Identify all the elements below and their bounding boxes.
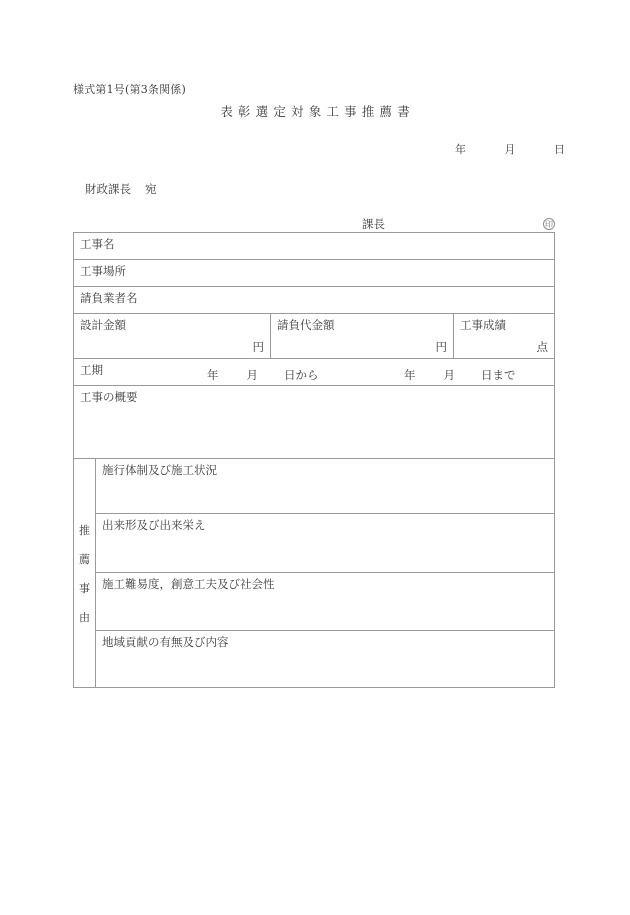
reasons-vertical-label bbox=[74, 459, 96, 688]
recommendation-form-table bbox=[73, 232, 555, 688]
term-to-date bbox=[404, 367, 516, 383]
date-line bbox=[455, 141, 565, 157]
addressee-line bbox=[85, 181, 157, 197]
contractor-label: 請負業者名 bbox=[80, 291, 138, 305]
signer-row bbox=[73, 216, 555, 232]
reason-label-construction-system: 施行体制及び施工状況 bbox=[102, 463, 217, 477]
table-row-amounts bbox=[74, 314, 554, 359]
term-from-year-label: 年 bbox=[207, 368, 219, 382]
reason-row-community-contribution[interactable] bbox=[96, 631, 554, 688]
table-row-reasons bbox=[74, 459, 554, 688]
work-place-label: 工事場所 bbox=[80, 264, 126, 278]
term-to-year-label: 年 bbox=[404, 368, 416, 382]
term-label: 工期 bbox=[80, 363, 103, 377]
reason-row-workmanship[interactable] bbox=[96, 514, 554, 573]
outline-label: 工事の概要 bbox=[80, 390, 138, 404]
term-from-day-label: 日から bbox=[284, 368, 319, 382]
date-year-label: 年 bbox=[455, 143, 466, 156]
seal-stamp-icon: 印 bbox=[545, 220, 553, 229]
table-row-work-place[interactable] bbox=[74, 260, 554, 287]
reason-label-workmanship: 出来形及び出来栄え bbox=[102, 518, 206, 532]
term-to-month-label: 月 bbox=[443, 368, 455, 382]
score-label: 工事成績 bbox=[460, 318, 506, 332]
addressee-name: 財政課長 bbox=[85, 182, 131, 196]
table-row-work-name[interactable] bbox=[74, 233, 554, 260]
form-number: 様式第1号(第3条関係) bbox=[73, 83, 186, 96]
reasons-char-3: 事 bbox=[79, 581, 90, 595]
score-unit: 点 bbox=[536, 340, 548, 354]
term-date-fields bbox=[74, 367, 554, 383]
reasons-char-4: 由 bbox=[79, 610, 90, 624]
date-month-label: 月 bbox=[504, 143, 516, 156]
table-row-term[interactable] bbox=[74, 359, 554, 386]
document-title: 表彰選定対象工事推薦書 bbox=[220, 104, 415, 119]
reason-row-difficulty[interactable] bbox=[96, 573, 554, 631]
addressee-suffix: 宛 bbox=[145, 182, 157, 196]
design-amount-label: 設計金額 bbox=[80, 318, 126, 332]
date-day-label: 日 bbox=[554, 143, 565, 156]
table-row-outline[interactable] bbox=[74, 386, 554, 459]
table-row-contractor[interactable] bbox=[74, 287, 554, 314]
term-to-day-label: 日まで bbox=[481, 368, 516, 382]
cell-design-amount[interactable] bbox=[74, 314, 271, 358]
reasons-char-2: 薦 bbox=[79, 552, 90, 566]
contract-amount-unit: 円 bbox=[435, 340, 447, 354]
design-amount-unit: 円 bbox=[252, 340, 264, 354]
reason-row-construction-system[interactable] bbox=[96, 459, 554, 514]
term-from-date bbox=[207, 367, 319, 383]
term-from-month-label: 月 bbox=[246, 368, 258, 382]
work-name-label: 工事名 bbox=[80, 237, 115, 251]
contract-amount-label: 請負代金額 bbox=[277, 318, 335, 332]
cell-score[interactable] bbox=[454, 314, 554, 358]
reason-label-community-contribution: 地域貢献の有無及び内容 bbox=[102, 635, 229, 649]
reasons-char-1: 推 bbox=[79, 523, 90, 537]
reason-label-difficulty: 施工難易度，創意工夫及び社会性 bbox=[102, 577, 275, 591]
cell-contract-amount[interactable] bbox=[271, 314, 454, 358]
signer-post-label: 課長 bbox=[362, 217, 385, 231]
